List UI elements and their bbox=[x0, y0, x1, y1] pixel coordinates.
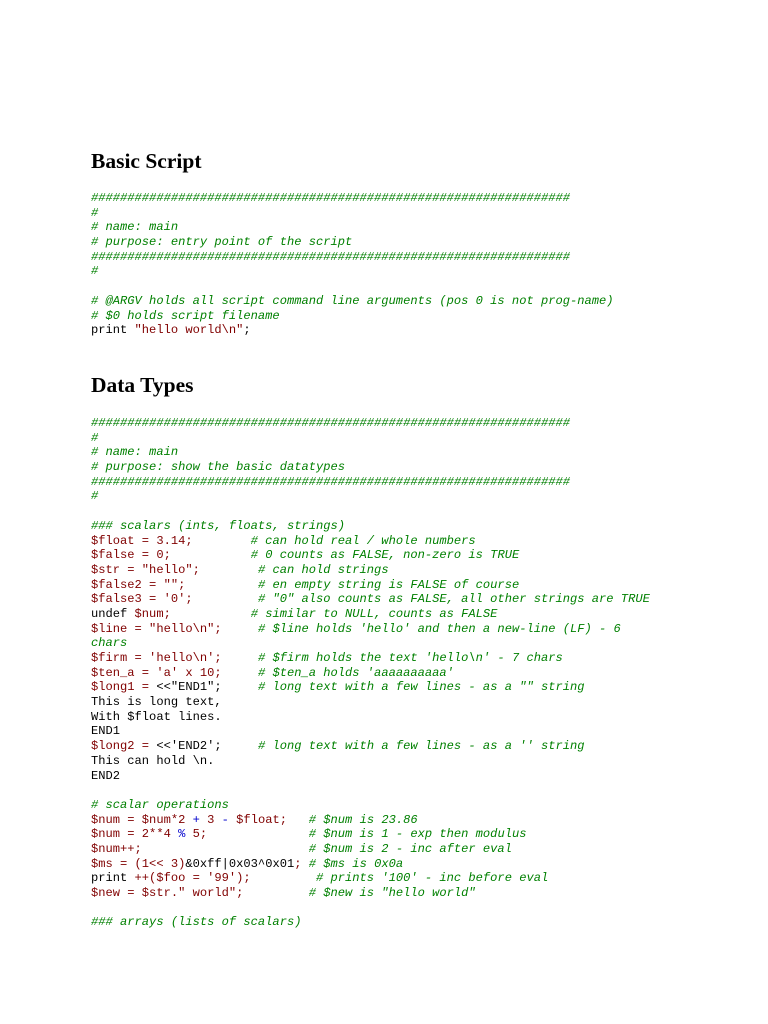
code-line bbox=[91, 871, 731, 886]
code-comment: # name: main bbox=[91, 220, 179, 235]
code-comment: ### scalars (ints, floats, strings) bbox=[91, 518, 346, 533]
code-token bbox=[222, 666, 258, 680]
code-line bbox=[91, 460, 731, 475]
code-comment: ################################################################## bbox=[91, 416, 570, 430]
code-comment: # scalar operations bbox=[91, 797, 229, 812]
code-line bbox=[91, 489, 731, 504]
code-comment: # can hold real / whole numbers bbox=[250, 533, 476, 548]
code-line bbox=[91, 416, 731, 431]
code-line bbox=[91, 739, 731, 754]
code-line bbox=[91, 886, 731, 901]
code-token: $line = "hello\n"; bbox=[91, 621, 222, 636]
code-line bbox=[91, 504, 731, 519]
code-comment: # $line holds 'hello' and then a new-line (LF) - 6 bbox=[257, 621, 621, 636]
code-comment: # bbox=[91, 430, 99, 445]
code-comment: # prints '100' - inc before eval bbox=[316, 871, 549, 886]
code-token bbox=[171, 548, 251, 562]
code-line bbox=[91, 309, 731, 324]
code-line bbox=[91, 901, 731, 916]
code-token: $float; bbox=[228, 812, 287, 827]
code-token: &0xff|0x03^0x01 bbox=[185, 856, 295, 871]
code-comment: chars bbox=[91, 636, 128, 651]
code-line bbox=[91, 710, 731, 725]
code-line bbox=[91, 798, 731, 813]
code-token bbox=[207, 827, 309, 841]
code-token: 3 bbox=[199, 812, 222, 827]
code-token bbox=[287, 813, 309, 827]
code-token: $float = 3.14; bbox=[91, 533, 193, 548]
code-token: $num++; bbox=[91, 841, 142, 856]
code-token: $long2 = bbox=[91, 739, 157, 754]
code-token: With $float lines. bbox=[91, 709, 222, 724]
code-token: $ms = (1<< 3) bbox=[91, 856, 186, 871]
code-line bbox=[91, 827, 731, 842]
code-line bbox=[91, 220, 731, 235]
code-comment: # en empty string is FALSE of course bbox=[257, 577, 520, 592]
code-comment: # @ARGV holds all script command line arguments (pos 0 is not prog-name) bbox=[91, 293, 614, 308]
code-line bbox=[91, 431, 731, 446]
code-comment: ################################################################## bbox=[91, 249, 570, 264]
code-token: print bbox=[91, 871, 135, 886]
code-token bbox=[200, 563, 258, 577]
code-line bbox=[91, 475, 731, 490]
code-comment: # purpose: show the basic datatypes bbox=[91, 460, 346, 475]
code-comment: ################################################################## bbox=[91, 474, 570, 489]
code-line bbox=[91, 724, 731, 739]
code-line bbox=[91, 548, 731, 563]
code-token: "hello world\n" bbox=[134, 323, 244, 338]
code-line bbox=[91, 636, 731, 651]
code-comment: # bbox=[91, 264, 99, 279]
code-line bbox=[91, 592, 731, 607]
code-line bbox=[91, 622, 731, 637]
code-line bbox=[91, 519, 731, 534]
code-token: undef bbox=[91, 606, 135, 621]
code-comment: # $new is "hello world" bbox=[308, 886, 476, 900]
code-token: $false3 = '0'; bbox=[91, 592, 193, 607]
code-token: ; bbox=[294, 856, 302, 871]
code-token: $long1 = bbox=[91, 680, 157, 695]
code-token: - bbox=[221, 812, 229, 827]
code-token: $firm = 'hello\n'; bbox=[91, 651, 222, 665]
code-line bbox=[91, 842, 731, 857]
code-token: ++($foo = '99'); bbox=[134, 871, 251, 886]
code-token bbox=[193, 592, 258, 606]
code-line bbox=[91, 563, 731, 578]
code-line bbox=[91, 445, 731, 460]
code-token: <<'END2'; bbox=[156, 739, 222, 754]
code-line bbox=[91, 813, 731, 828]
code-token bbox=[222, 739, 258, 753]
code-token: This is long text, bbox=[91, 695, 222, 710]
code-line bbox=[91, 769, 731, 784]
code-comment: # can hold strings bbox=[257, 562, 389, 577]
code-token: $new = $str." world"; bbox=[91, 886, 244, 900]
code-token bbox=[185, 578, 258, 592]
code-comment: # 0 counts as FALSE, non-zero is TRUE bbox=[250, 548, 520, 563]
code-comment: # bbox=[91, 489, 99, 504]
code-token: % bbox=[178, 827, 186, 842]
code-comment: # $ten_a holds 'aaaaaaaaaa' bbox=[257, 665, 454, 680]
code-token: END1 bbox=[91, 724, 121, 739]
code-comment: # name: main bbox=[91, 445, 179, 460]
code-token: + bbox=[192, 812, 200, 827]
code-token bbox=[302, 857, 309, 871]
code-line bbox=[91, 754, 731, 769]
code-comment: # $firm holds the text 'hello\n' - 7 chars bbox=[257, 651, 563, 665]
code-comment: # $num is 2 - inc after eval bbox=[308, 841, 512, 856]
code-comment: # $num is 23.86 bbox=[308, 812, 418, 827]
code-token bbox=[222, 622, 258, 636]
code-token bbox=[171, 607, 251, 621]
code-comment: # purpose: entry point of the script bbox=[91, 235, 353, 250]
code-token bbox=[222, 651, 258, 665]
code-line bbox=[91, 695, 731, 710]
code-comment: # $0 holds script filename bbox=[91, 308, 280, 323]
code-token: $false2 = ""; bbox=[91, 577, 186, 592]
code-comment: # $num is 1 - exp then modulus bbox=[308, 827, 527, 842]
section-heading-basic-script: Basic Script bbox=[91, 149, 202, 173]
code-line bbox=[91, 783, 731, 798]
code-token bbox=[222, 680, 258, 694]
code-token: END2 bbox=[91, 768, 121, 783]
code-block-data-types bbox=[91, 416, 731, 930]
code-token: print bbox=[91, 323, 135, 338]
code-comment: # $ms is 0x0a bbox=[308, 856, 404, 871]
code-token: $num = 2**4 bbox=[91, 827, 179, 842]
code-line bbox=[91, 607, 731, 622]
code-token: $false = 0; bbox=[91, 548, 171, 563]
code-line bbox=[91, 191, 731, 206]
code-token bbox=[243, 886, 308, 900]
code-token: $str = "hello"; bbox=[91, 562, 200, 577]
code-line bbox=[91, 651, 731, 666]
code-token: $ten_a = 'a' x 10; bbox=[91, 665, 222, 680]
code-line bbox=[91, 915, 731, 930]
code-token bbox=[142, 842, 309, 856]
code-token: $num = $num*2 bbox=[91, 812, 193, 827]
code-token: This can hold \n. bbox=[91, 753, 215, 768]
code-block-basic-script bbox=[91, 191, 731, 338]
code-token: $num; bbox=[134, 606, 171, 621]
code-line bbox=[91, 279, 731, 294]
section-heading-data-types: Data Types bbox=[91, 373, 194, 397]
code-line bbox=[91, 534, 731, 549]
code-comment: ################################################################## bbox=[91, 191, 570, 205]
code-line bbox=[91, 235, 731, 250]
code-line bbox=[91, 264, 731, 279]
code-line bbox=[91, 857, 731, 872]
code-comment: # "0" also counts as FALSE, all other strings are TRUE bbox=[257, 592, 650, 607]
code-line bbox=[91, 206, 731, 221]
code-line bbox=[91, 323, 731, 338]
code-token bbox=[251, 871, 316, 885]
code-comment: # bbox=[91, 205, 99, 220]
code-comment: # long text with a few lines - as a '' string bbox=[257, 739, 585, 754]
code-line bbox=[91, 666, 731, 681]
code-line bbox=[91, 294, 731, 309]
code-comment: ### arrays (lists of scalars) bbox=[91, 915, 302, 930]
code-comment: # similar to NULL, counts as FALSE bbox=[250, 606, 498, 621]
code-token: ; bbox=[243, 323, 251, 338]
code-line bbox=[91, 578, 731, 593]
code-token bbox=[193, 534, 251, 548]
code-line bbox=[91, 250, 731, 265]
code-token: <<"END1"; bbox=[156, 680, 222, 695]
code-token: 5; bbox=[185, 827, 208, 842]
code-line bbox=[91, 680, 731, 695]
code-comment: # long text with a few lines - as a "" string bbox=[257, 680, 585, 695]
